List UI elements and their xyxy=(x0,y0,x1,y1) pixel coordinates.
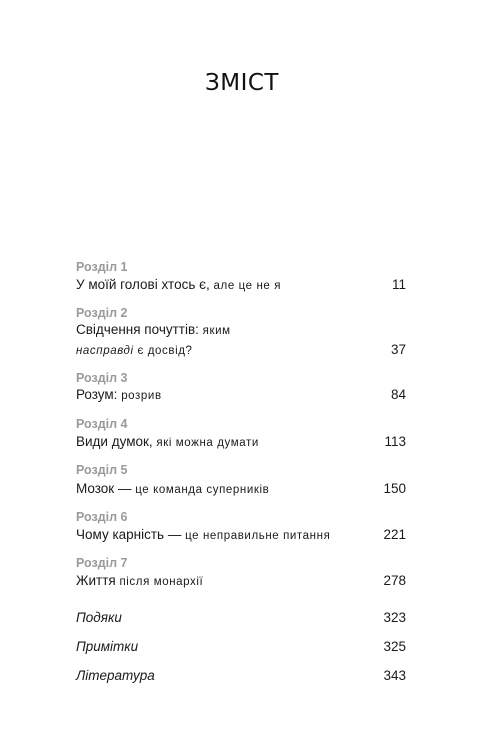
chapter-1-title: У моїй голові хтось є, але це не я xyxy=(76,277,282,292)
notes-label: Примітки xyxy=(76,639,139,654)
chapter-1-label: Розділ 1 xyxy=(76,260,128,274)
chapter-2-title-line-1: Свідчення почуттів: яким xyxy=(76,322,231,337)
chapter-6-page: 221 xyxy=(383,527,406,542)
bibliography-label: Література xyxy=(76,668,155,683)
notes-page: 325 xyxy=(383,639,406,654)
chapter-5-page: 150 xyxy=(383,481,406,496)
chapter-1-page: 11 xyxy=(391,277,406,292)
chapter-7-title: Життя після монархії xyxy=(76,573,204,588)
bibliography-page: 343 xyxy=(383,668,406,683)
chapter-4-label: Розділ 4 xyxy=(76,417,128,431)
chapter-3-label: Розділ 3 xyxy=(76,371,128,385)
chapter-5-label: Розділ 5 xyxy=(76,463,128,477)
page-title: ЗМІСТ xyxy=(205,70,279,96)
chapter-3-title: Розум: розрив xyxy=(76,387,162,402)
chapter-5-title: Мозок — це команда суперників xyxy=(76,481,270,496)
chapter-7-page: 278 xyxy=(383,573,406,588)
chapter-6-title: Чому карність — це неправильне питання xyxy=(76,527,331,542)
chapter-4-page: 113 xyxy=(384,434,406,449)
chapter-7-label: Розділ 7 xyxy=(76,556,128,570)
chapter-2-label: Розділ 2 xyxy=(76,306,128,320)
chapter-2-page: 37 xyxy=(390,342,406,357)
chapter-2-title-line-2: насправді є досвід? xyxy=(76,345,193,357)
chapter-3-page: 84 xyxy=(390,387,406,402)
chapter-4-title: Види думок, які можна думати xyxy=(76,434,259,449)
chapter-6-label: Розділ 6 xyxy=(76,510,128,524)
acknowledgements-label: Подяки xyxy=(76,610,122,625)
acknowledgements-page: 323 xyxy=(383,610,406,625)
